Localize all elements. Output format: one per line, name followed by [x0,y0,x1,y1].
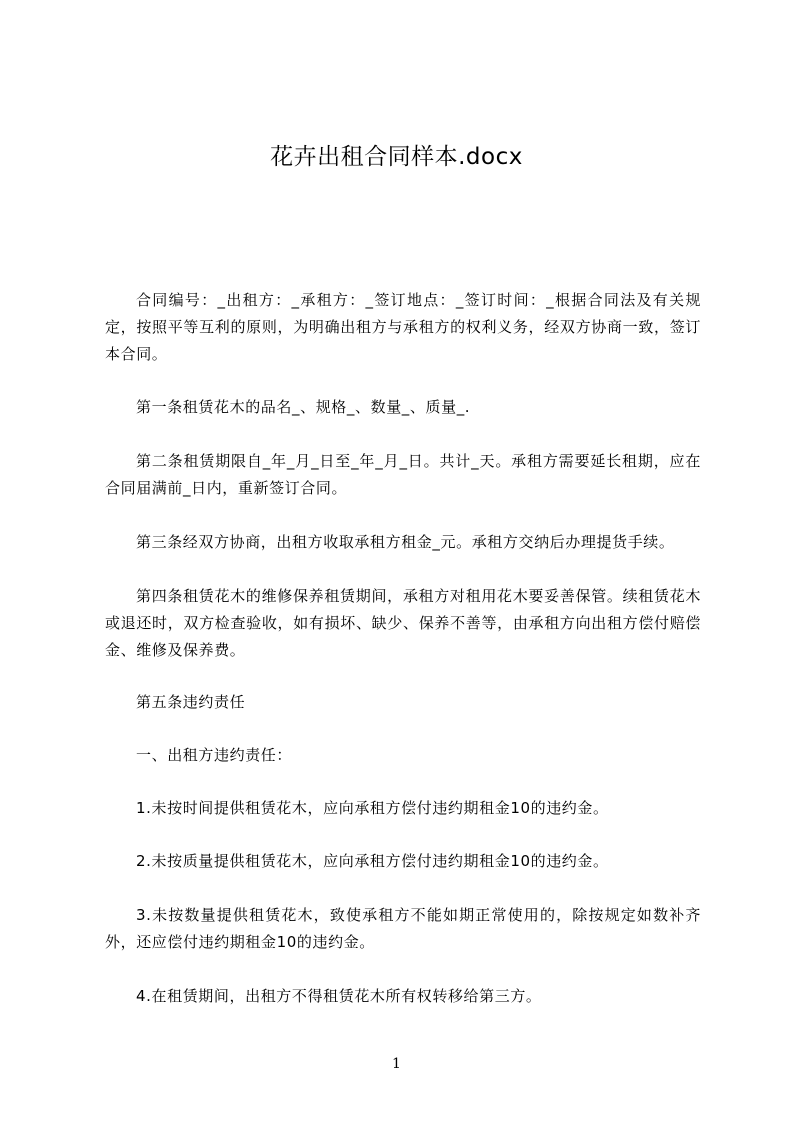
paragraph-liability-item-3: 3.未按数量提供租赁花木，致使承租方不能如期正常使用的，除按规定如数补齐外，还应偿付违约期租金10的违约金。 [105,906,701,951]
paragraph-article-5-heading: 第五条违约责任 [136,693,246,711]
paragraph-article-4: 第四条租赁花木的维修保养租赁期间，承租方对租用花木要妥善保管。续租赁花木或退还时，双方检查验收，如有损坏、缺少、保养不善等，由承租方向出租方偿付赔偿金、维修及保养费。 [105,587,701,659]
paragraph-article-1: 第一条租赁花木的品名_、规格_、数量_、质量_. [136,398,471,416]
paragraph-liability-item-4: 4.在租赁期间，出租方不得租赁花木所有权转移给第三方。 [136,987,542,1005]
paragraph-liability-item-2: 2.未按质量提供租赁花木，应向承租方偿付违约期租金10的违约金。 [136,852,609,870]
paragraph-lessor-liability-heading: 一、出租方违约责任： [136,746,293,764]
page-number: 1 [392,1056,401,1072]
paragraph-article-2: 第二条租赁期限自_年_月_日至_年_月_日。共计_天。承租方需要延长租期，应在合同届满前_日内，重新签订合同。 [105,452,701,497]
paragraph-preamble: 合同编号：_出租方：_承租方：_签订地点：_签订时间：_根据合同法及有关规定，按照平等互利的原则，为明确出租方与承租方的权利义务，经双方协商一致，签订本合同。 [105,291,701,363]
paragraph-liability-item-1: 1.未按时间提供租赁花木，应向承租方偿付违约期租金10的违约金。 [136,799,609,817]
paragraph-article-3: 第三条经双方协商，出租方收取承租方租金_元。承租方交纳后办理提货手续。 [136,533,675,551]
document-title: 花卉出租合同样本.docx [270,144,523,170]
